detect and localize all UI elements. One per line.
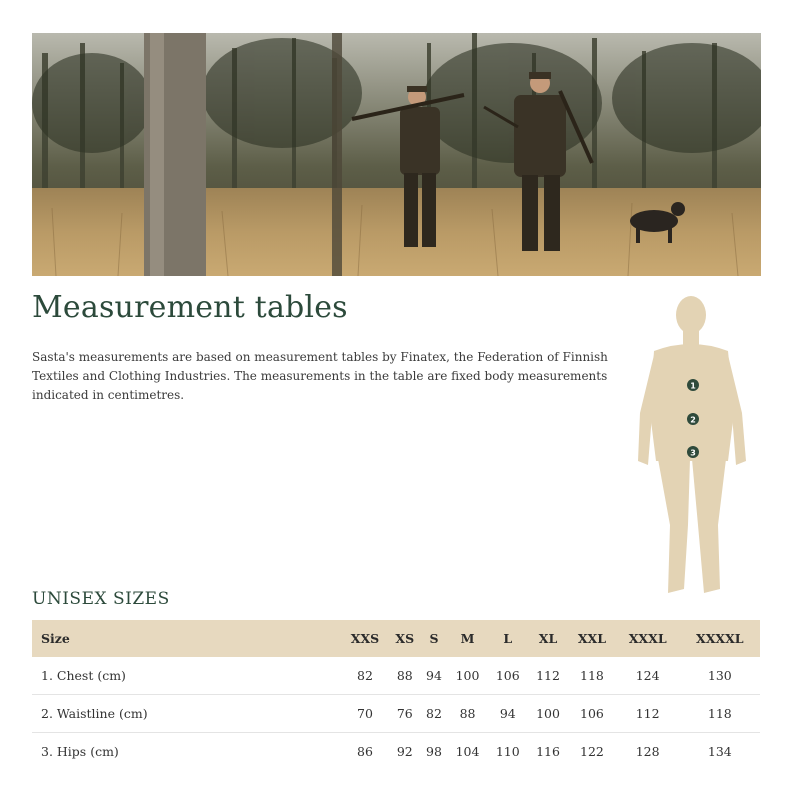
header-size-l: L: [503, 631, 513, 646]
table-cell: 122: [568, 733, 616, 771]
header-size-xxs: XXS: [350, 631, 380, 646]
table-cell: 88: [447, 695, 487, 733]
table-cell: 76: [389, 695, 421, 733]
table-cell: 100: [528, 695, 568, 733]
header-size-xl: XL: [538, 631, 558, 646]
table-cell: 92: [389, 733, 421, 771]
table-cell: 106: [568, 695, 616, 733]
table-cell: 128: [616, 733, 680, 771]
table-cell: 86: [341, 733, 389, 771]
header-size-label: Size: [41, 631, 70, 646]
table-cell: 94: [426, 668, 442, 683]
table-cell: 124: [635, 668, 660, 683]
header-size-xxl: XXL: [577, 631, 607, 646]
header-size-xxxxl: XXXXL: [696, 631, 744, 646]
table-row: [32, 733, 760, 771]
unisex-size-table: [32, 620, 760, 770]
table-cell: 118: [680, 695, 760, 733]
header-size-xs: XS: [395, 631, 415, 646]
hero-photo: [32, 33, 761, 276]
table-header-row: [32, 620, 760, 657]
table-cell: 134: [680, 733, 760, 771]
forest-hunters-photo: [32, 33, 761, 276]
row-label-hips: 3. Hips (cm): [32, 733, 341, 771]
table-cell: 106: [495, 668, 520, 683]
row-label-chest: 1. Chest (cm): [41, 668, 126, 683]
table-cell: 88: [396, 668, 413, 683]
table-cell: 82: [357, 668, 373, 683]
table-cell: 70: [341, 695, 389, 733]
table-row: [32, 695, 760, 733]
table-cell: 82: [421, 695, 448, 733]
table-row: [32, 657, 760, 695]
header-size-s: S: [429, 631, 439, 646]
body-silhouette-figure: [628, 293, 758, 603]
table-cell: 94: [488, 695, 528, 733]
row-label-waistline: 2. Waistline (cm): [32, 695, 341, 733]
table-cell: 98: [421, 733, 448, 771]
table-cell: 110: [488, 733, 528, 771]
table-cell: 112: [536, 668, 560, 683]
header-size-xxxl: XXXL: [628, 631, 667, 646]
marker-hips: 3: [690, 448, 696, 458]
table-cell: 130: [707, 668, 732, 683]
table-cell: 112: [616, 695, 680, 733]
header-size-m: M: [460, 631, 475, 646]
table-cell: 100: [455, 668, 480, 683]
table-cell: 118: [580, 668, 604, 683]
table-cell: 116: [528, 733, 568, 771]
section-title-unisex: UNISEX SIZES: [32, 589, 170, 609]
marker-chest: 1: [690, 381, 696, 391]
intro-text: Sasta's measurements are based on measurement tables by Finatex, the Federation of Finnish Textiles and Clothing Industries. The measurements in the table are fixed body measurements indicated in centimetres.: [32, 350, 608, 402]
body-silhouette-icon: [628, 293, 758, 603]
page-title: Measurement tables: [32, 290, 348, 325]
marker-waist: 2: [690, 415, 696, 425]
table-cell: 104: [447, 733, 487, 771]
